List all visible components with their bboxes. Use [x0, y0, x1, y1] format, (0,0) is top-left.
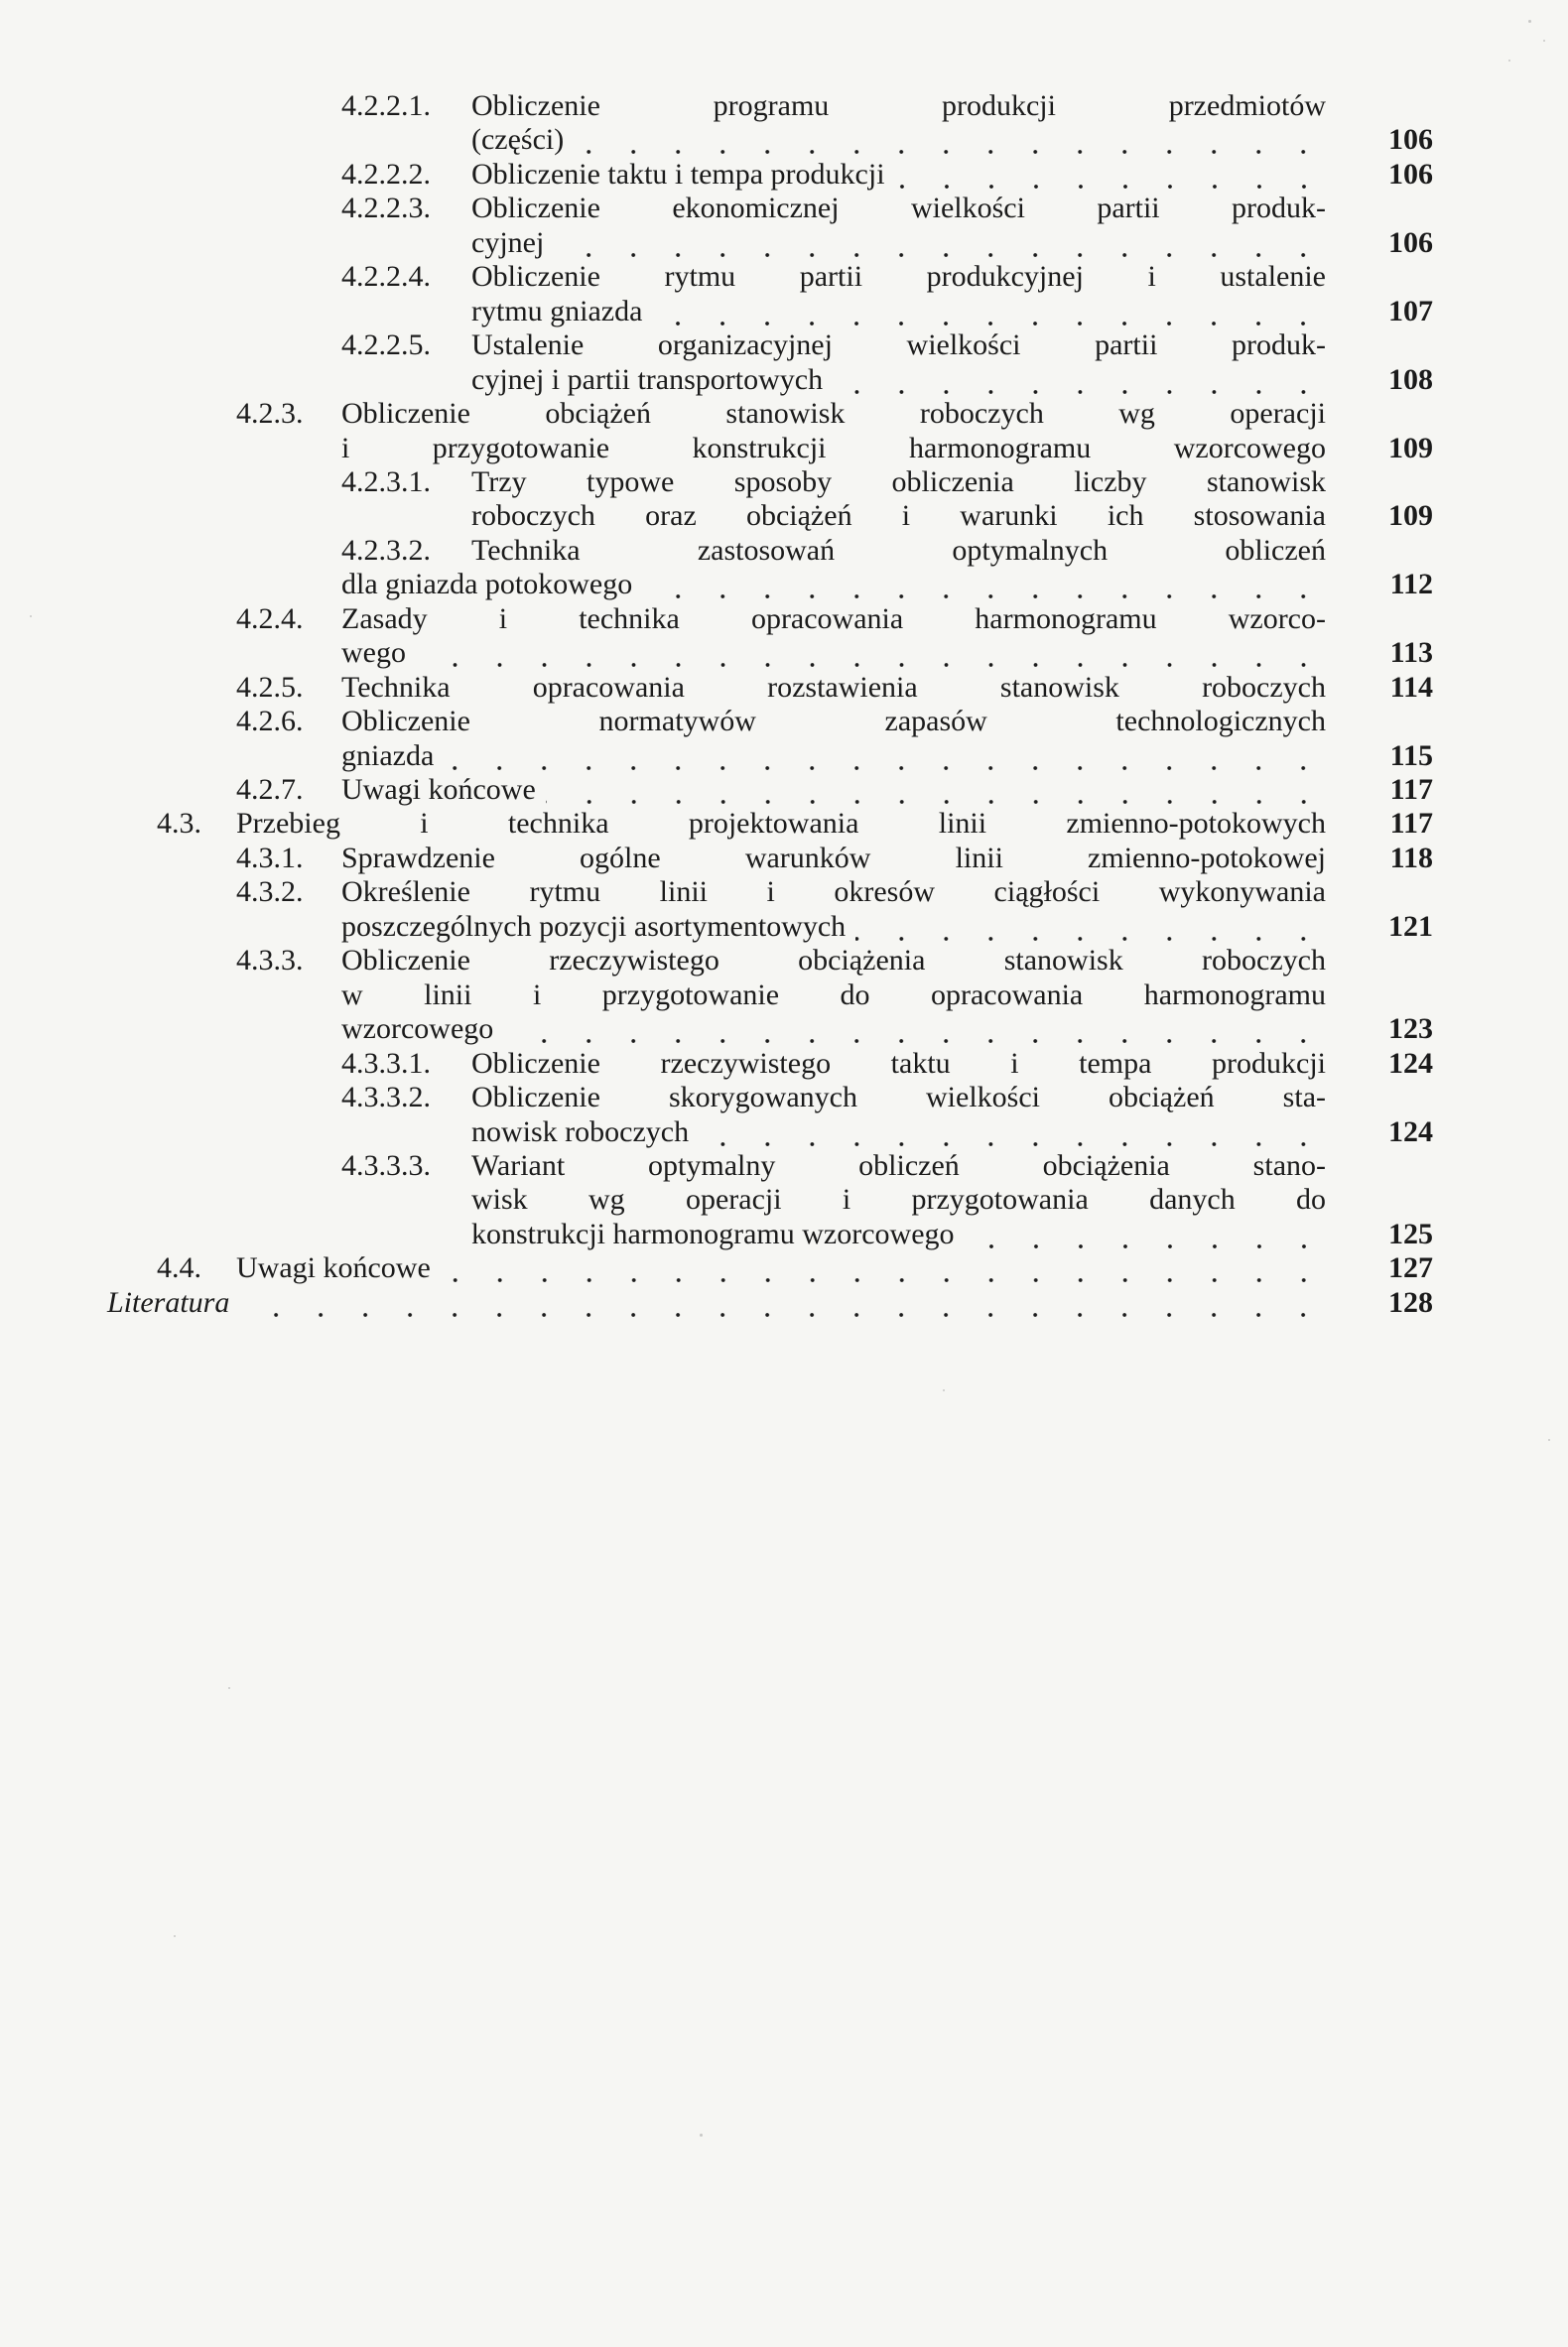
- dot-leader: [416, 636, 1326, 670]
- entry-title-text: Ustalenie organizacyjnej wielkości partii produk-: [471, 328, 1326, 362]
- entry-title-line: [236, 807, 1326, 841]
- section-number: 4.2.3.1.: [341, 464, 431, 498]
- section-number: 4.2.7.: [236, 773, 304, 806]
- entry-title-text: Technika opracowania rozstawienia stanowisk roboczych: [341, 670, 1326, 704]
- entry-title-line: [341, 602, 1326, 636]
- paper-speck: [174, 1935, 176, 1937]
- entry-title-text: w linii i przygotowanie do opracowania harmonogramu: [341, 978, 1326, 1011]
- entry-title-line: [471, 534, 1326, 568]
- entry-title-text: wego: [341, 636, 406, 670]
- dot-leader: [699, 1115, 1326, 1149]
- section-number: 4.3.2.: [236, 875, 304, 909]
- entry-title-text: poszczególnych pozycji asortymentowych: [341, 909, 847, 943]
- section-number: 4.2.6.: [236, 705, 304, 738]
- page-number: 106: [1388, 157, 1433, 191]
- entry-title-line: [471, 1115, 1326, 1149]
- entry-title-text: Obliczenie taktu i tempa produkcji: [471, 157, 885, 191]
- entry-title-line: [341, 773, 1326, 807]
- entry-title-line: [471, 226, 1326, 260]
- entry-title-text: rytmu gniazda: [471, 294, 643, 327]
- entry-title-line: [471, 328, 1326, 362]
- section-number: 4.4.: [157, 1251, 201, 1285]
- dot-leader: [546, 773, 1326, 807]
- entry-title-text: Obliczenie ekonomicznej wielkości partii produk-: [471, 192, 1326, 225]
- entry-title-line: [471, 1149, 1326, 1183]
- paper-speck: [1528, 20, 1531, 23]
- entry-title-text: dla gniazda potokowego: [341, 568, 633, 601]
- entry-title-line: [471, 192, 1326, 225]
- entry-title-text: Uwagi końcowe: [236, 1251, 431, 1285]
- entry-title-line: [236, 1251, 1326, 1285]
- page-number: 112: [1389, 568, 1433, 601]
- entry-title-line: [341, 978, 1326, 1012]
- entry-title-line: [471, 363, 1326, 397]
- dot-leader: [503, 1012, 1326, 1046]
- entry-title-line: [341, 944, 1326, 978]
- entry-title-line: [471, 1081, 1326, 1114]
- entry-title-text: konstrukcji harmonogramu wzorcowego: [471, 1217, 955, 1250]
- dot-leader: [574, 123, 1326, 157]
- section-number: 4.3.3.1.: [341, 1046, 431, 1080]
- entry-title-text: gniazda: [341, 738, 435, 772]
- dot-leader: [642, 568, 1326, 601]
- entry-title-text: Zasady i technika opracowania harmonogramu wzorco-: [341, 601, 1326, 635]
- section-number: 4.3.3.: [236, 944, 304, 978]
- entry-title-text: Trzy typowe sposoby obliczenia liczby stanowisk: [471, 464, 1326, 498]
- dot-leader: [239, 1286, 1326, 1320]
- section-number: 4.2.2.5.: [341, 328, 431, 362]
- page-number: 115: [1389, 738, 1433, 772]
- dot-leader: [895, 158, 1326, 192]
- dot-leader: [855, 910, 1326, 944]
- entry-title-text: Technika zastosowań optymalnych obliczeń: [471, 533, 1326, 567]
- entry-title-text: Obliczenie programu produkcji przedmiotów: [471, 89, 1326, 122]
- page-number: 107: [1388, 294, 1433, 327]
- entry-title-text: Obliczenie rzeczywistego obciążenia stanowisk roboczych: [341, 944, 1326, 978]
- dot-leader: [554, 226, 1326, 260]
- entry-title-text: Obliczenie obciążeń stanowisk roboczych wg operacji: [341, 397, 1326, 431]
- section-number: 4.2.3.: [236, 397, 304, 431]
- page-number: 114: [1389, 670, 1433, 704]
- entry-title-line: [107, 1286, 1326, 1320]
- page-number: 125: [1388, 1217, 1433, 1250]
- entry-title-text: Obliczenie normatywów zapasów technologicznych: [341, 705, 1326, 738]
- page-number: 124: [1388, 1114, 1433, 1148]
- entry-title-line: [341, 636, 1326, 670]
- entry-title-line: [471, 158, 1326, 192]
- dot-leader: [652, 295, 1326, 328]
- paper-speck: [943, 1389, 945, 1391]
- entry-title-line: [341, 397, 1326, 431]
- entry-title-line: [341, 1012, 1326, 1046]
- entry-title-line: [341, 875, 1326, 909]
- page-number: 123: [1388, 1012, 1433, 1046]
- entry-title-line: [471, 465, 1326, 499]
- entry-title-text: Uwagi końcowe: [341, 773, 536, 806]
- entry-title-text: (części): [471, 123, 565, 157]
- entry-title-line: [341, 842, 1326, 875]
- entry-title-text: roboczych oraz obciążeń i warunki ich stosowania: [471, 499, 1326, 533]
- entry-title-line: [341, 910, 1326, 944]
- entry-title-line: [471, 1183, 1326, 1217]
- section-number: 4.2.3.2.: [341, 533, 431, 567]
- paper-speck: [30, 615, 32, 617]
- paper-speck: [1508, 60, 1510, 62]
- dot-leader: [444, 739, 1326, 773]
- page-number: 128: [1388, 1285, 1433, 1319]
- entry-title-text: Obliczenie rzeczywistego taktu i tempa produkcji: [471, 1046, 1326, 1080]
- page-number: 106: [1388, 225, 1433, 259]
- section-number: 4.2.2.1.: [341, 89, 431, 122]
- entry-title-text: Przebieg i technika projektowania linii zmienno-potokowych: [236, 807, 1326, 841]
- section-number: 4.2.2.3.: [341, 192, 431, 225]
- entry-title-text: nowisk roboczych: [471, 1114, 690, 1148]
- entry-title-line: [341, 705, 1326, 738]
- entry-title-line: [341, 432, 1326, 465]
- section-number: 4.3.3.3.: [341, 1148, 431, 1182]
- page-number: 106: [1388, 123, 1433, 157]
- section-number: 4.3.1.: [236, 841, 304, 874]
- entry-title-line: [471, 1218, 1326, 1251]
- entry-title-line: [471, 260, 1326, 294]
- entry-title-text: Sprawdzenie ogólne warunków linii zmienno-potokowej: [341, 841, 1326, 874]
- entry-title-line: [471, 123, 1326, 157]
- entry-title-text: Wariant optymalny obliczeń obciążenia stano-: [471, 1148, 1326, 1182]
- section-number: 4.2.2.2.: [341, 157, 431, 191]
- section-number: 4.2.5.: [236, 670, 304, 704]
- dot-leader: [965, 1218, 1326, 1251]
- entry-title-line: [471, 499, 1326, 533]
- dot-leader: [833, 363, 1326, 397]
- entry-title-line: [341, 671, 1326, 705]
- entry-title-line: [471, 89, 1326, 123]
- page-number: 127: [1388, 1251, 1433, 1285]
- entry-title-text: Określenie rytmu linii i okresów ciągłości wykonywania: [341, 875, 1326, 909]
- page-number: 117: [1389, 807, 1433, 841]
- page-number: 118: [1389, 841, 1433, 874]
- section-number: 4.2.4.: [236, 601, 304, 635]
- page-number: 121: [1388, 909, 1433, 943]
- entry-title-text: cyjnej i partii transportowych: [471, 362, 824, 396]
- paper-speck: [228, 1687, 230, 1689]
- paper-speck: [1548, 1439, 1550, 1441]
- section-number: 4.3.: [157, 807, 201, 841]
- page-number: 124: [1388, 1046, 1433, 1080]
- entry-title-text: Obliczenie skorygowanych wielkości obciążeń sta-: [471, 1081, 1326, 1114]
- section-number: 4.2.2.4.: [341, 260, 431, 294]
- entry-title-text: wzorcowego: [341, 1012, 494, 1046]
- entry-title-text: Literatura: [107, 1285, 230, 1319]
- entry-title-line: [471, 1047, 1326, 1081]
- page-number: 109: [1388, 431, 1433, 464]
- entry-title-text: cyjnej: [471, 225, 545, 259]
- entry-title-line: [471, 295, 1326, 328]
- page-number: 117: [1389, 773, 1433, 806]
- paper-speck: [1543, 40, 1545, 42]
- entry-title-text: Obliczenie rytmu partii produkcyjnej i ustalenie: [471, 260, 1326, 294]
- entry-title-line: [341, 568, 1326, 601]
- dot-leader: [441, 1251, 1326, 1285]
- entry-title-text: wisk wg operacji i przygotowania danych do: [471, 1183, 1326, 1217]
- entry-title-text: i przygotowanie konstrukcji harmonogramu wzorcowego: [341, 431, 1326, 464]
- paper-speck: [700, 2134, 703, 2137]
- page-number: 109: [1388, 499, 1433, 533]
- page-number: 108: [1388, 362, 1433, 396]
- entry-title-line: [341, 739, 1326, 773]
- section-number: 4.3.3.2.: [341, 1081, 431, 1114]
- page-number: 113: [1389, 636, 1433, 670]
